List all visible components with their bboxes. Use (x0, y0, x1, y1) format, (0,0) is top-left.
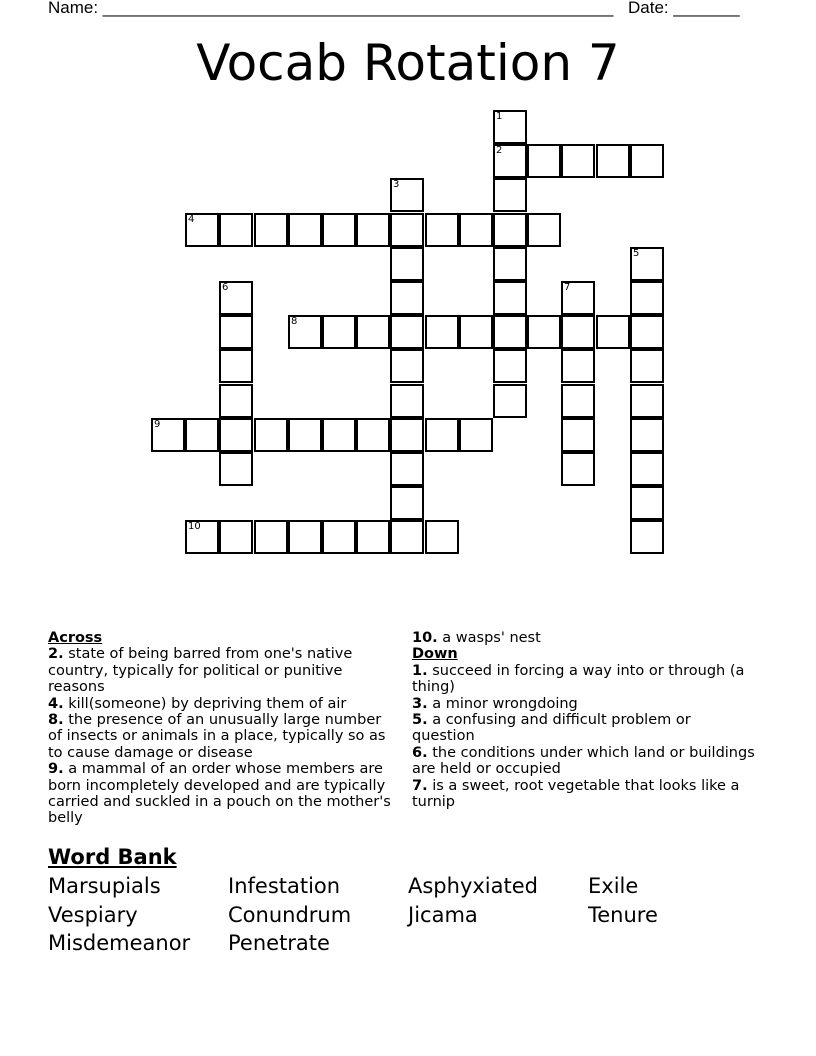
grid-cell[interactable] (630, 384, 664, 418)
grid-cell[interactable] (596, 315, 630, 349)
grid-cell[interactable] (527, 144, 561, 178)
grid-cell[interactable] (390, 247, 424, 281)
grid-cell[interactable] (527, 213, 561, 247)
grid-cell[interactable] (390, 452, 424, 486)
grid-cell[interactable] (356, 315, 390, 349)
grid-cell[interactable] (219, 384, 253, 418)
grid-cell[interactable] (219, 452, 253, 486)
grid-cell[interactable] (185, 213, 219, 247)
grid-cell[interactable] (390, 315, 424, 349)
grid-cell[interactable] (630, 247, 664, 281)
grid-cell[interactable] (493, 384, 527, 418)
grid-cell[interactable] (219, 213, 253, 247)
clue-number: 3 (393, 179, 400, 190)
grid-cell[interactable] (322, 418, 356, 452)
grid-cell[interactable] (493, 110, 527, 144)
across-clue: 2. state of being barred from one's native country, typically for political or punitive reasons (48, 646, 353, 696)
word-bank-item: Conundrum (228, 903, 352, 927)
grid-cell[interactable] (493, 349, 527, 383)
grid-cell[interactable] (561, 144, 595, 178)
grid-cell[interactable] (219, 349, 253, 383)
across-heading: Across (48, 630, 103, 646)
clue-number: 5 (633, 248, 640, 259)
grid-cell[interactable] (254, 213, 288, 247)
grid-cell[interactable] (322, 213, 356, 247)
grid-cell[interactable] (390, 384, 424, 418)
grid-cell[interactable] (322, 315, 356, 349)
grid-cell[interactable] (288, 213, 322, 247)
word-bank-item: Asphyxiated (408, 874, 538, 898)
grid-cell[interactable] (425, 520, 459, 554)
grid-cell[interactable] (630, 418, 664, 452)
grid-cell[interactable] (630, 452, 664, 486)
word-bank-item: Tenure (588, 903, 658, 927)
clue-number: 2 (496, 145, 503, 156)
grid-cell[interactable] (390, 281, 424, 315)
grid-cell[interactable] (459, 213, 493, 247)
word-bank-item: Infestation (228, 874, 341, 898)
down-clue: 6. the conditions under which land or buildings are held or occupied (412, 744, 755, 778)
grid-cell[interactable] (185, 520, 219, 554)
grid-cell[interactable] (630, 281, 664, 315)
across-clue: 9. a mammal of an order whose members are born incompletely developed and are typically carried and suckled in a pouch on the mother's belly (48, 761, 391, 827)
grid-cell[interactable] (254, 520, 288, 554)
grid-cell[interactable] (151, 418, 185, 452)
down-heading: Down (412, 646, 458, 663)
word-bank-item: Penetrate (228, 931, 330, 955)
across-clue: 4. kill(someone) by depriving them of air (48, 695, 347, 712)
grid-cell[interactable] (561, 452, 595, 486)
word-bank-item: Misdemeanor (48, 931, 191, 955)
grid-cell[interactable] (630, 520, 664, 554)
grid-cell[interactable] (390, 178, 424, 212)
grid-cell[interactable] (561, 384, 595, 418)
grid-cell[interactable] (493, 247, 527, 281)
clues-column-left (48, 630, 393, 827)
grid-cell[interactable] (185, 418, 219, 452)
down-clue: 1. succeed in forcing a way into or through (a thing) (412, 662, 745, 696)
grid-cell[interactable] (425, 418, 459, 452)
word-bank-item: Marsupials (48, 874, 161, 898)
clues-column-right (412, 630, 757, 810)
word-bank-item: Vespiary (48, 903, 138, 927)
down-clue: 5. a confusing and difficult problem or question (412, 712, 691, 745)
grid-cell[interactable] (288, 520, 322, 554)
grid-cell[interactable] (630, 349, 664, 383)
clue-number: 1 (496, 111, 503, 122)
word-bank-item: Exile (588, 874, 639, 898)
grid-cell[interactable] (459, 315, 493, 349)
grid-cell[interactable] (561, 418, 595, 452)
grid-cell[interactable] (630, 486, 664, 520)
grid-cell[interactable] (390, 486, 424, 520)
grid-cell[interactable] (390, 349, 424, 383)
grid-cell[interactable] (390, 418, 424, 452)
grid-cell[interactable] (219, 520, 253, 554)
name-field-label: Name: ______________________________________________________ (48, 0, 614, 17)
across-clue: 10. a wasps' nest (412, 630, 541, 646)
grid-cell[interactable] (254, 418, 288, 452)
clue-number: 10 (188, 521, 201, 532)
grid-cell[interactable] (630, 315, 664, 349)
grid-cell[interactable] (425, 315, 459, 349)
page-title: Vocab Rotation 7 (196, 34, 620, 92)
clue-number: 4 (188, 214, 195, 225)
down-clue: 3. a minor wrongdoing (412, 695, 578, 712)
clue-number: 8 (291, 316, 298, 327)
grid-cell[interactable] (561, 315, 595, 349)
grid-cell[interactable] (425, 213, 459, 247)
grid-cell[interactable] (356, 213, 390, 247)
grid-cell[interactable] (493, 213, 527, 247)
grid-cell[interactable] (459, 418, 493, 452)
word-bank-title: Word Bank (48, 845, 177, 869)
grid-cell[interactable] (356, 418, 390, 452)
grid-cell[interactable] (356, 520, 390, 554)
grid-cell[interactable] (561, 349, 595, 383)
grid-cell[interactable] (561, 281, 595, 315)
grid-cell[interactable] (219, 281, 253, 315)
grid-cell[interactable] (527, 315, 561, 349)
grid-cell[interactable] (288, 418, 322, 452)
grid-cell[interactable] (493, 315, 527, 349)
grid-cell[interactable] (493, 178, 527, 212)
across-clue: 8. the presence of an unusually large number of insects or animals in a place, typically so as to cause damage or disease (48, 712, 386, 761)
grid-cell[interactable] (390, 520, 424, 554)
clue-number: 9 (154, 419, 161, 430)
word-bank-item: Jicama (408, 903, 478, 927)
grid-cell[interactable] (493, 144, 527, 178)
grid-cell[interactable] (493, 281, 527, 315)
grid-cell[interactable] (322, 520, 356, 554)
grid-cell[interactable] (630, 144, 664, 178)
clue-number: 6 (222, 282, 229, 293)
grid-cell[interactable] (288, 315, 322, 349)
grid-cell[interactable] (219, 418, 253, 452)
clue-number: 7 (564, 282, 571, 293)
down-clue: 7. is a sweet, root vegetable that looks like a turnip (412, 777, 740, 811)
date-field-label: Date: _______ (628, 0, 740, 17)
grid-cell[interactable] (596, 144, 630, 178)
grid-cell[interactable] (390, 213, 424, 247)
grid-cell[interactable] (219, 315, 253, 349)
